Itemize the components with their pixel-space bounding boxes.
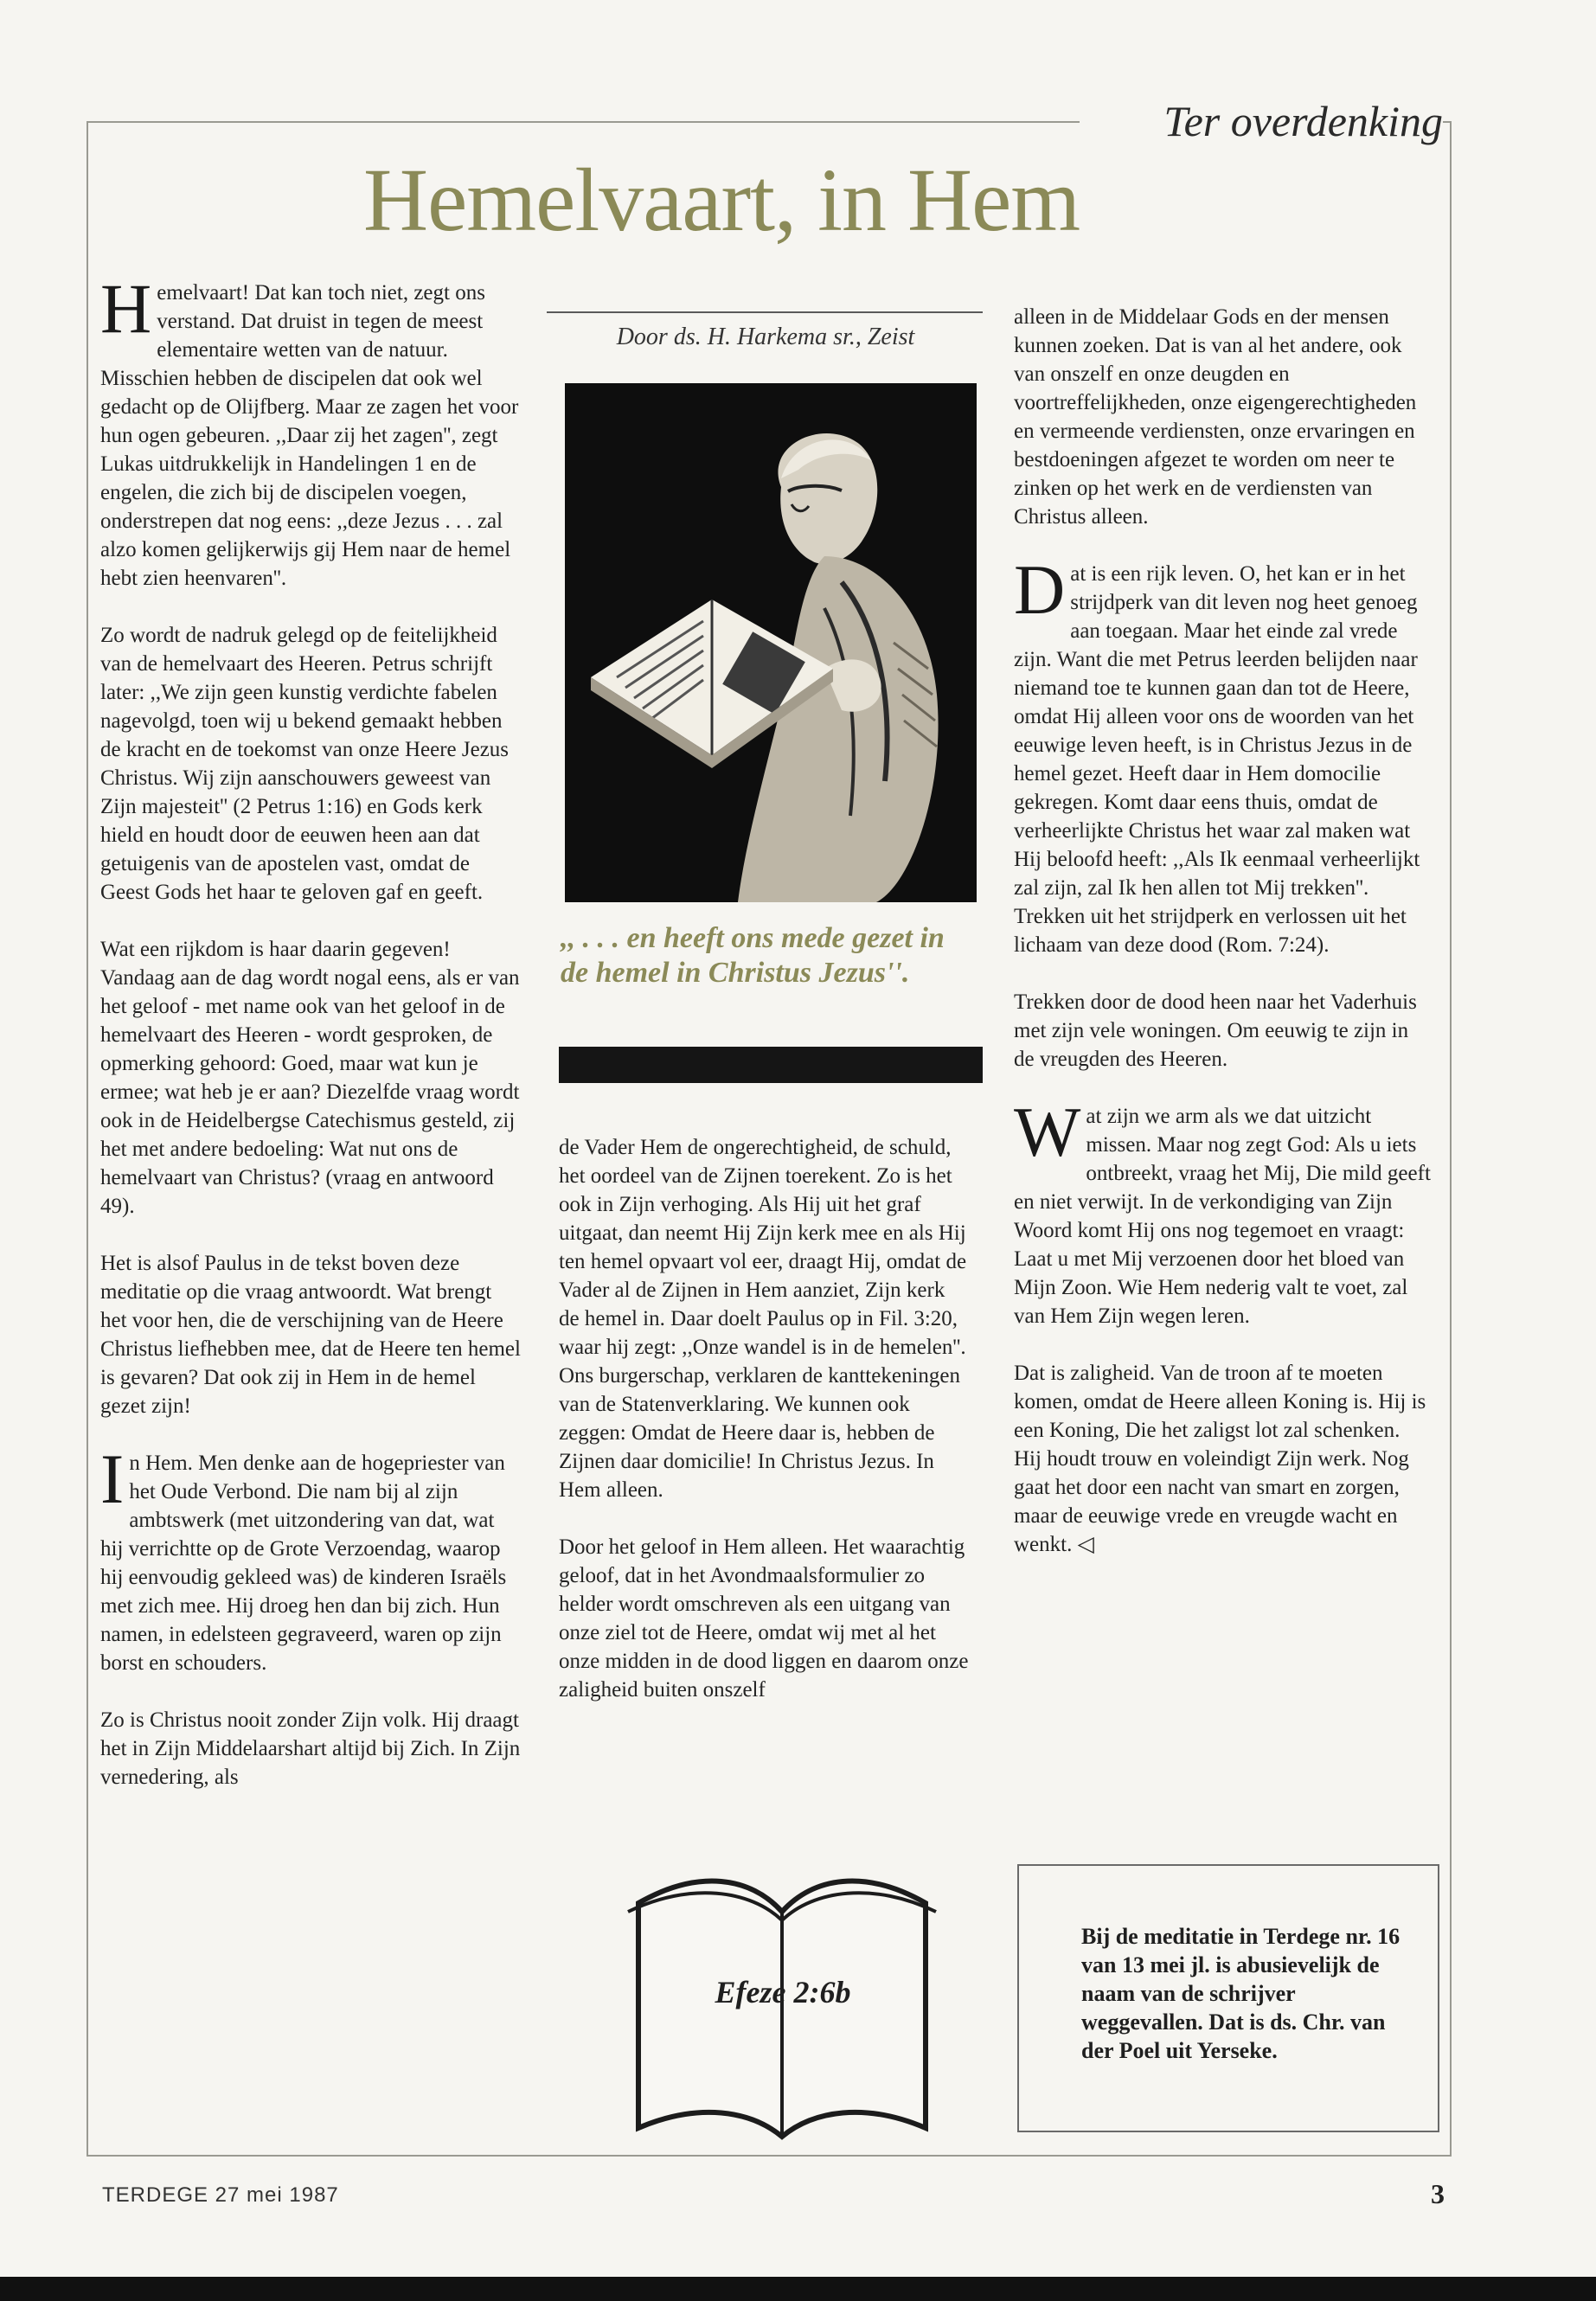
- article-column-2: [559, 1133, 971, 1733]
- paragraph: Wat een rijkdom is haar daarin gegeven! Vandaag aan de dag wordt nogal eens, als er van het geloof - met name ook van het geloof in de hemelvaart des Heeren - wordt gesproken, de opmerking gehoord: Goed, maar wat kun je ermee; wat heb je er aan? Diezelfde vraag wordt ook in de Heidelbergse Catechismus gesteld, zij het met andere bedoeling: Wat nut ons de hemelvaart van Christus? (vraag en antwoord 49).: [100, 938, 520, 1218]
- article-column-1: [100, 269, 521, 1820]
- notice-text: Bij de meditatie in Terdege nr. 16 van 13 mei jl. is abusievelijk de naam van de schrijver weggevallen. Dat is ds. Chr. van der Poel uit Yerseke.: [1081, 1924, 1401, 2063]
- section-label: Ter overdenking: [1080, 93, 1443, 149]
- drop-cap: H: [100, 269, 152, 348]
- paragraph: Zo is Christus nooit zonder Zijn volk. Hij draagt het in Zijn Middelaarshart altijd bij Zich. In Zijn vernedering, als: [100, 1708, 521, 1789]
- reader-with-book-icon: [565, 383, 977, 902]
- divider-bar: [559, 1047, 983, 1083]
- paragraph: Het is alsof Paulus in de tekst boven deze meditatie op die vraag antwoordt. Wat brengt het voor hen, die de verschijning van de Heere Christus liefhebben mee, dat de Heere ten hemel is gevaren? Dat ook zij in Hem in de hemel gezet zijn!: [100, 1252, 521, 1418]
- paragraph: de Vader Hem de ongerechtigheid, de schuld, het oordeel van de Zijnen toerekent. Zo is het ook in Zijn verhoging. Als Hij uit het graf uitgaat, dan neemt Hij Zijn kerk mee en als Hij ten hemel opvaart vol eer, draagt Hij, omdat de Vader al de Zijnen in Hem aanziet, Zijn kerk de hemel in. Daar doelt Paulus op in Fil. 3:20, waar hij zegt: ,,Onze wandel is in de hemelen''. Ons burgerschap, verklaren de kanttekeningen van de Statenverklaring. We kunnen ook zeggen: Omdat de Heere daar is, hebben de Zijnen daar domicilie! In Christus Jezus. In Hem alleen.: [559, 1136, 967, 1502]
- scan-edge: [0, 2277, 1596, 2301]
- praying-figure-illustration: [565, 383, 977, 902]
- article-title: Hemelvaart, in Hem: [363, 151, 1080, 250]
- byline-rule: [547, 311, 983, 313]
- paragraph-text: emelvaart! Dat kan toch niet, zegt ons verstand. Dat druist in tegen de meest elementaire wetten van de natuur. Misschien hebben de discipelen dat ook wel gedacht op de Olijfberg. Maar ze zagen het voor hun ogen gebeuren. ,,Daar zij het zagen'', zegt Lukas uitdrukkelijk in Handelingen 1 en de engelen, die zich bij de discipelen voegen, onderstrepen dat nog eens: ,,deze Jezus . . . zal alzo komen gelijkerwijs gij Hem naar de hemel hebt zien heenvaren''.: [100, 281, 519, 590]
- paragraph-text: at zijn we arm als we dat uitzicht missen. Maar nog zegt God: Als u iets ontbreekt, vraag het Mij, Die mild geeft en niet verwijt. In de verkondiging van Zijn Woord komt Hij ons nog tegemoet en vraagt: Laat u met Mij verzoenen door het bloed van Mijn Zoon. Wie Hem nederig valt te voet, zal van Hem Zijn wegen leren.: [1014, 1105, 1431, 1328]
- drop-cap: I: [100, 1439, 125, 1518]
- article-column-3: [1014, 303, 1433, 1587]
- paragraph: Dat is zaligheid. Van de troon af te moeten komen, omdat de Heere alleen Koning is. Hij is een Koning, Die het zaligst lot zal schenken. Hij houdt trouw en voleindigt Zijn werk. Nog gaat het door een nacht van smart en zorgen, maar de eeuwige vrede en vreugde wacht en wenkt. ◁: [1014, 1362, 1426, 1556]
- drop-cap: W: [1014, 1093, 1081, 1171]
- scripture-reference: Efeze 2:6b: [715, 1975, 851, 2009]
- paragraph-text: at is een rijk leven. O, het kan er in het strijdperk van dit leven nog heet genoeg aan toegaan. Maar het einde zal vrede zijn. Want die met Petrus leerden belijden naar niemand toe te kunnen gaan dan tot de Heere, omdat Hij alleen voor ons de woorden van het eeuwige leven heeft, is in Christus Jezus in de hemel gezet. Heeft daar in Hem domocilie gekregen. Komt daar eens thuis, omdat de verheerlijkte Christus het waar zal maken wat Hij beloofd heeft: ,,Als Ik eenmaal verheerlijkt zal zijn, zal Ik hen allen tot Mij trekken''. Trekken uit het strijdperk en verlossen uit het lichaam van deze dood (Rom. 7:24).: [1014, 562, 1420, 957]
- paragraph: [100, 1439, 521, 1677]
- page-number: 3: [1431, 2178, 1445, 2209]
- paragraph: [1014, 550, 1433, 959]
- paragraph: Trekken door de dood heen naar het Vaderhuis met zijn vele woningen. Om eeuwig te zijn in de vreugden des Heeren.: [1014, 990, 1417, 1071]
- paragraph: [1014, 1093, 1433, 1330]
- paragraph: [100, 269, 521, 593]
- paragraph-text: n Hem. Men denke aan de hogepriester van het Oude Verbond. Die nam bij al zijn ambtswerk (met uitzondering van dat, wat hij verrichtte op de Grote Verzoendag, waarop hij eenvoudig gekleed was) de kinderen Israëls met zich mee. Hij droeg hen dan bij zich. Hun namen, in edelsteen gegraveerd, waren op zijn borst en schouders.: [100, 1452, 507, 1675]
- footer-publication: TERDEGE 27 mei 1987: [102, 2183, 339, 2207]
- paragraph: alleen in de Middelaar Gods en der mensen kunnen zoeken. Dat is van al het andere, ook van onszelf en onze deugden en voortreffelijkheden, onze eigengerechtigheden en vermeende verdiensten, onze ervaringen en bestdoeningen afgezet te worden om neer te zinken op het werk en de verdiensten van Christus alleen.: [1014, 305, 1417, 529]
- paragraph: Zo wordt de nadruk gelegd op de feitelijkheid van de hemelvaart des Heeren. Petrus schrijft later: ,,We zijn geen kunstig verdichte fabelen nagevolgd, toen wij u bekend gemaakt hebben de kracht en de toekomst van onze Heere Jezus Christus. Wij zijn aanschouwers geweest van Zijn majesteit'' (2 Petrus 1:16) en Gods kerk hield en houdt door de eeuwen heen aan dat getuigenis van de apostelen vast, omdat de Geest Gods het haar te geloven gaf en geeft.: [100, 624, 510, 904]
- paragraph: Door het geloof in Hem alleen. Het waarachtig geloof, dat in het Avondmaalsformulier zo helder wordt omschreven als een uitgang van onze ziel tot de Heere, omdat wij met al het onze midden in de dood liggen en daarom onze zaligheid buiten onszelf: [559, 1535, 969, 1702]
- byline: Door ds. H. Harkema sr., Zeist: [616, 324, 915, 350]
- drop-cap: D: [1014, 550, 1066, 629]
- pull-quote: ,, . . . en heeft ons mede gezet in de hemel in Christus Jezus''.: [561, 922, 945, 989]
